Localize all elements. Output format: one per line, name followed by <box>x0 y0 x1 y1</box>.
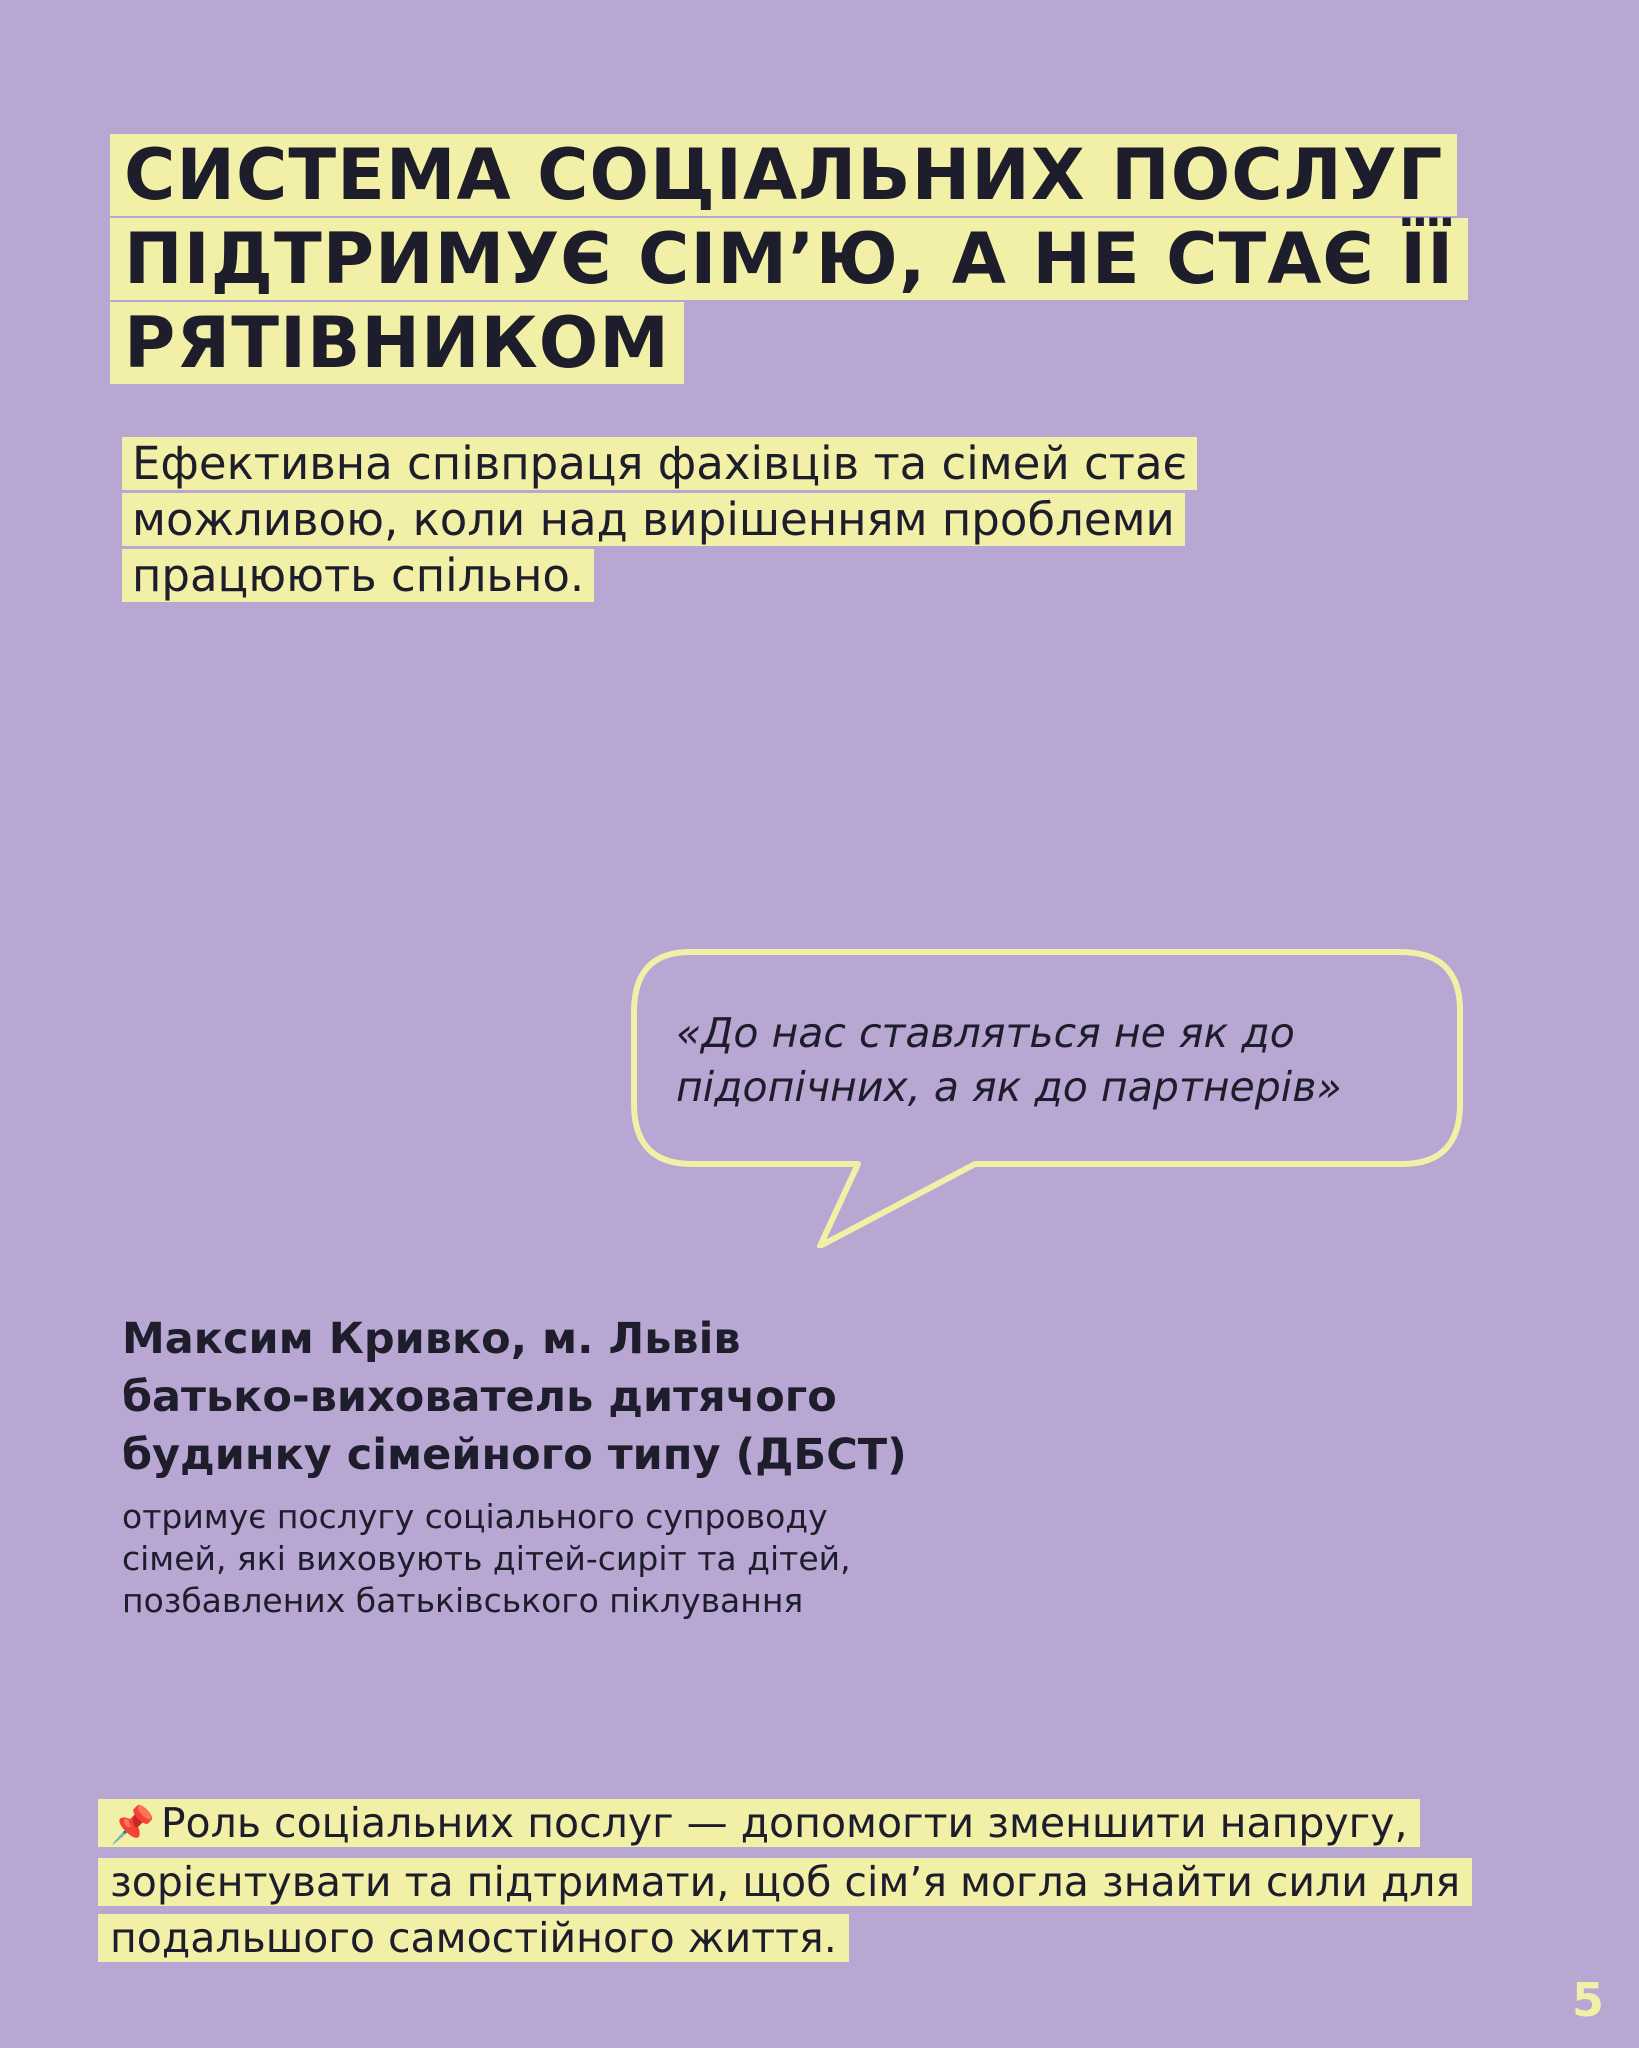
page-number: 5 <box>1571 1973 1604 2027</box>
pushpin-icon: 📌 <box>110 1805 155 1846</box>
note-highlight <box>98 1799 1472 1962</box>
page-subtitle-text: Ефективна співпраця фахівців та сімей стає можливою, коли над вирішенням проблеми працюють спільно. <box>122 437 1197 602</box>
page-subtitle <box>122 436 1322 604</box>
author-name: Максим Кривко, м. Львів <box>122 1314 741 1364</box>
author-block <box>122 1310 1022 1484</box>
note <box>98 1795 1538 1966</box>
quote-text: «До нас ставляться не як до підопічних, а як до партнерів» <box>676 1009 1342 1111</box>
note-text: Роль соціальних послуг — допомогти зменшити напругу, зорієнтувати та підтримати, щоб сім’я могла знайти сили для подальшого самостійного життя. <box>110 1799 1461 1962</box>
author-description: отримує послугу соціального супроводу сімей, які виховують дітей-сиріт та дітей, позбавлених батьківського піклування <box>122 1497 851 1620</box>
author-role-line1: батько-вихователь дитячого <box>122 1372 837 1422</box>
page-title-text: СИСТЕМА СОЦІАЛЬНИХ ПОСЛУГ ПІДТРИМУЄ СІМ’Ю, А НЕ СТАЄ ЇЇ РЯТІВНИКОМ <box>110 134 1468 384</box>
page-title <box>110 133 1510 385</box>
author-role-line2: будинку сімейного типу (ДБСТ) <box>122 1430 907 1480</box>
